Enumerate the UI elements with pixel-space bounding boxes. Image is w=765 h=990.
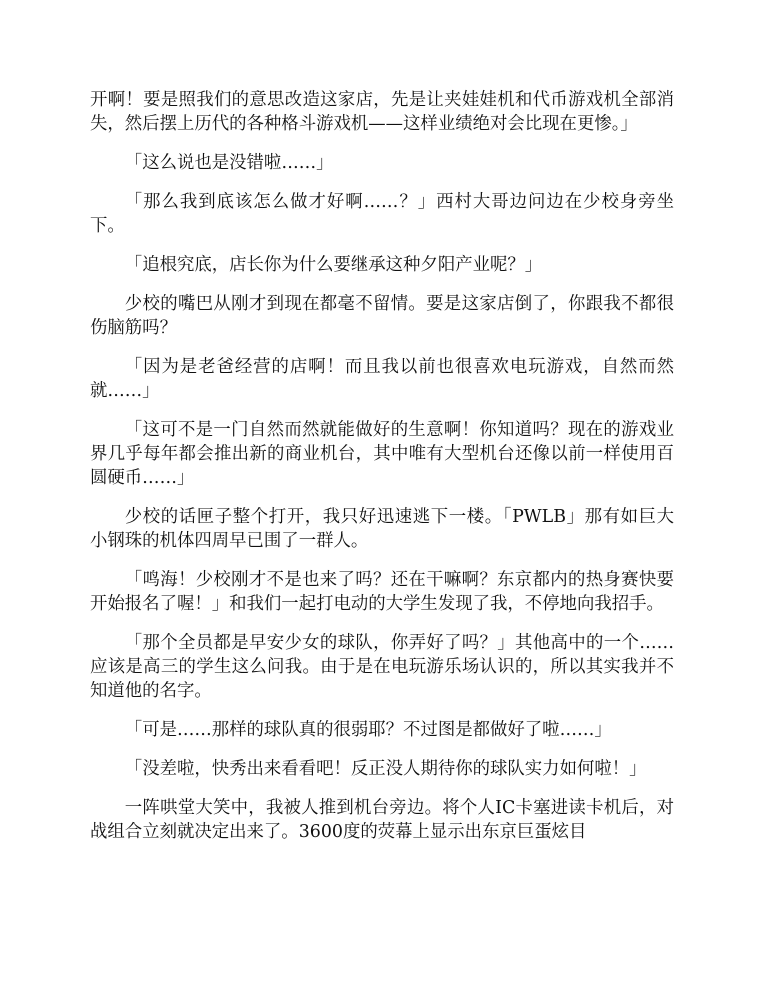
paragraph-12: 「没差啦，快秀出来看看吧！反正没人期待你的球队实力如何啦！」 bbox=[124, 759, 647, 779]
paragraph-5: 少校的嘴巴从刚才到现在都毫不留情。要是这家店倒了，你跟我不都很伤脑筋吗？ bbox=[90, 294, 674, 338]
paragraph-9: 「鸣海！少校刚才不是也来了吗？还在干嘛啊？东京都内的热身赛快要开始报名了喔！」和我们一起打电动的大学生发现了我，不停地向我招手。 bbox=[90, 570, 674, 614]
paragraph-2: 「这么说也是没错啦……」 bbox=[124, 153, 334, 173]
paragraph-4: 「追根究底，店长你为什么要继承这种夕阳产业呢？」 bbox=[124, 255, 543, 275]
paragraph-11: 「可是……那样的球队真的很弱耶？不过图是都做好了啦……」 bbox=[124, 720, 612, 740]
paragraph-7: 「这可不是一门自然而然就能做好的生意啊！你知道吗？现在的游戏业界几乎每年都会推出新的商业机台，其中唯有大型机台还像以前一样使用百圆硬币……」 bbox=[90, 420, 674, 488]
paragraph-10: 「那个全员都是早安少女的球队，你弄好了吗？」其他高中的一个……应该是高三的学生这么问我。由于是在电玩游乐场认识的，所以其实我并不知道他的名字。 bbox=[90, 633, 674, 701]
paragraph-6: 「因为是老爸经营的店啊！而且我以前也很喜欢电玩游戏，自然而然就……」 bbox=[90, 357, 674, 401]
paragraph-13: 一阵哄堂大笑中，我被人推到机台旁边。将个人IC卡塞进读卡机后，对战组合立刻就决定出来了。3600度的荧幕上显示出东京巨蛋炫目 bbox=[90, 798, 674, 842]
document-page bbox=[90, 88, 674, 859]
paragraph-3: 「那么我到底该怎么做才好啊……？」西村大哥边问边在少校身旁坐下。 bbox=[90, 192, 674, 236]
paragraph-8: 少校的话匣子整个打开，我只好迅速逃下一楼。「PWLB」那有如巨大小钢珠的机体四周早已围了一群人。 bbox=[90, 507, 674, 551]
paragraph-1: 开啊！要是照我们的意思改造这家店，先是让夹娃娃机和代币游戏机全部消失，然后摆上历代的各种格斗游戏机——这样业绩绝对会比现在更惨。」 bbox=[90, 90, 674, 134]
